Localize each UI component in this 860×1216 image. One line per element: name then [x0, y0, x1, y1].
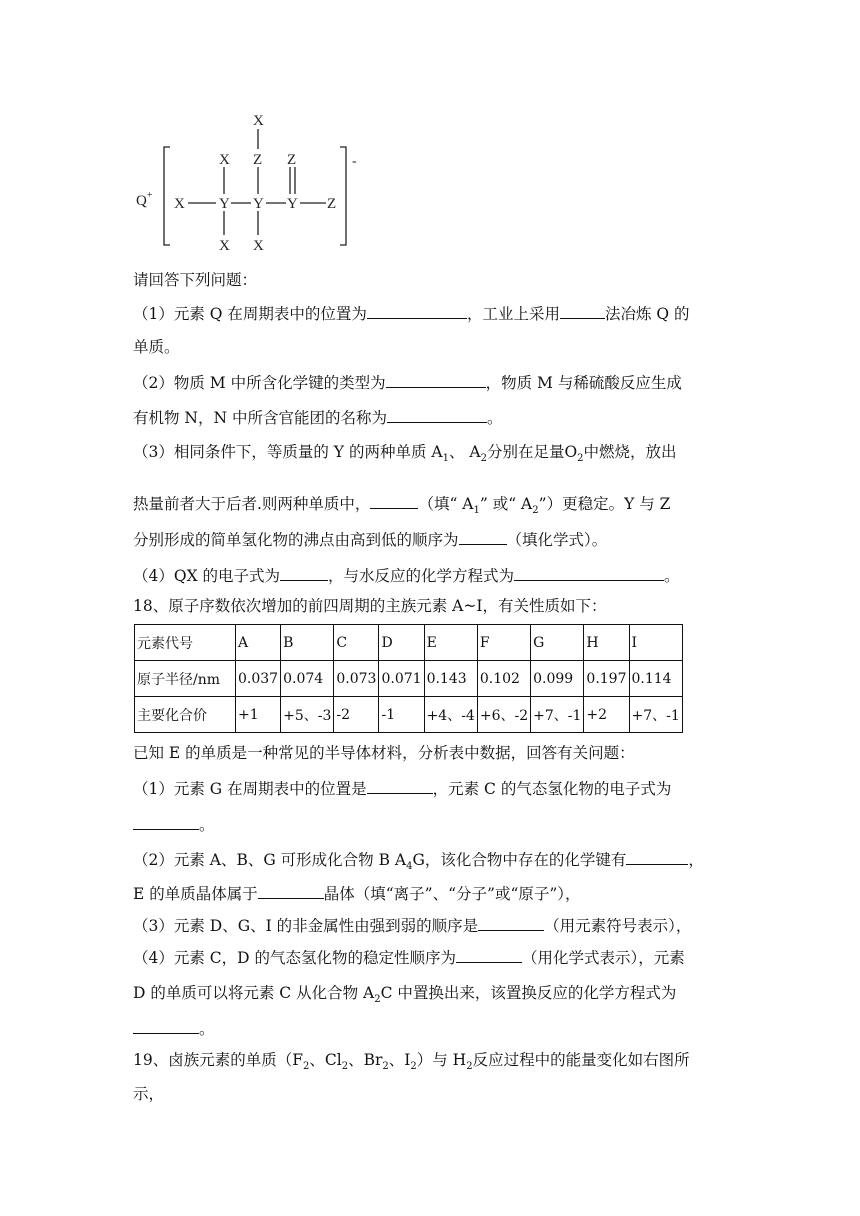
q17-part3-cont2: 分别形成的简单氢化物的沸点由高到低的顺序为 （填化学式）。	[133, 528, 607, 550]
atom-x: X	[219, 152, 230, 168]
table-cell: +7、-1	[531, 697, 584, 733]
right-bracket	[340, 147, 346, 245]
q17-part2: （2）物质 M 中所含化学键的类型为 ，物质 M 与稀硫酸反应生成	[133, 371, 682, 393]
atom-z: Z	[327, 196, 337, 212]
q17-part1: （1）元素 Q 在周期表中的位置为 ，工业上采用 法冶炼 Q 的	[133, 302, 690, 324]
q17-part4: （4）QX 的电子式为 ，与水反应的化学方程式为 。	[133, 564, 680, 586]
q18-part3: （3）元素 D、G、I 的非金属性由强到弱的顺序是 （用元素符号表示），	[133, 914, 691, 936]
table-cell: B	[281, 625, 334, 661]
q17-part3: （3）相同条件下，等质量的 Y 的两种单质 $A_1$、 $A_2$分别在足量$O_2$中燃烧，放出	[133, 443, 677, 465]
atom-y: Y	[287, 196, 298, 212]
q19-line1: 19、卤族元素的单质（$F_2$、$Cl_2$、$Br_2$、$I_2$）与 $H_2$反应过程中的能量变化如右图所	[133, 1051, 690, 1073]
q18-part4-cont2: 。	[133, 1017, 215, 1039]
anion-charge: -	[352, 154, 357, 169]
q18-part2: （2）元素 A、B、G 可形成化合物 B $A_4G$，该化合物中存在的化学键有 ，	[133, 848, 704, 877]
table-cell: 0.114	[629, 661, 682, 697]
table-cell: +5、-3	[281, 697, 334, 733]
table-cell: C	[334, 625, 379, 661]
q18-part1: （1）元素 G 在周期表中的位置是 ，元素 C 的气态氢化物的电子式为	[133, 777, 671, 799]
table-cell: E	[424, 625, 477, 661]
table-cell: 原子半径/nm	[135, 661, 236, 697]
q18-part4-cont: D 的单质可以将元素 C 从化合物 $A_2C$ 中置换出来，该置换反应的化学方程式为	[133, 984, 677, 1006]
q17-part1-cont: 单质。	[133, 338, 180, 356]
atom-y: Y	[219, 196, 230, 212]
table-cell: +6、-2	[477, 697, 530, 733]
table-cell: 0.197	[584, 661, 629, 697]
table-row	[135, 661, 683, 697]
table-cell: 0.073	[334, 661, 379, 697]
table-cell: +2	[584, 697, 629, 733]
table-cell: +7、-1	[629, 697, 682, 733]
structure-diagram	[130, 105, 370, 255]
atom-x: X	[219, 238, 230, 254]
q18-title: 18、原子序数依次增加的前四周期的主族元素 A~I，有关性质如下：	[133, 597, 607, 615]
cation-symbol: Q+	[136, 190, 153, 209]
table-cell: G	[531, 625, 584, 661]
table-cell: 0.099	[531, 661, 584, 697]
atom-x: X	[253, 238, 264, 254]
q18-part2-cont: E 的单质晶体属于 晶体（填“离子”、“分子”或“原子”），	[133, 882, 581, 904]
atom-x: X	[174, 196, 185, 212]
q18-part1-cont: 。	[133, 813, 215, 835]
table-cell: +1	[236, 697, 281, 733]
element-table	[134, 624, 683, 733]
q18-intro: 已知 E 的单质是一种常见的半导体材料，分析表中数据，回答有关问题：	[133, 744, 635, 762]
table-cell: F	[477, 625, 530, 661]
table-cell: H	[584, 625, 629, 661]
table-row	[135, 697, 683, 733]
q18-part4: （4）元素 C，D 的气态氢化物的稳定性顺序为 （用化学式表示），元素	[133, 946, 685, 968]
table-cell: 主要化合价	[135, 697, 236, 733]
table-cell: 0.074	[281, 661, 334, 697]
atom-z: Z	[253, 152, 263, 168]
table-cell: 元素代号	[135, 625, 236, 661]
q19-line2: 示，	[133, 1085, 165, 1103]
table-header-row	[135, 625, 683, 661]
table-cell: -2	[334, 697, 379, 733]
q17-intro: 请回答下列问题：	[133, 271, 258, 289]
table-cell: I	[629, 625, 682, 661]
table-cell: 0.102	[477, 661, 530, 697]
table-cell: +4、-4	[424, 697, 477, 733]
left-bracket	[164, 147, 170, 245]
table-cell: A	[236, 625, 281, 661]
atom-x: X	[253, 113, 264, 129]
q17-part3-cont: 热量前者大于后者.则两种单质中， （填“ $A_1$” 或“ $A_2$”）更稳定。Y 与 Z	[133, 492, 670, 521]
table-cell: 0.037	[236, 661, 281, 697]
table-cell: 0.071	[379, 661, 424, 697]
table-cell: 0.143	[424, 661, 477, 697]
table-cell: -1	[379, 697, 424, 733]
table-cell: D	[379, 625, 424, 661]
q17-part2-cont: 有机物 N，N 中所含官能团的名称为 。	[133, 406, 503, 428]
atom-y: Y	[253, 196, 264, 212]
atom-z: Z	[287, 152, 297, 168]
